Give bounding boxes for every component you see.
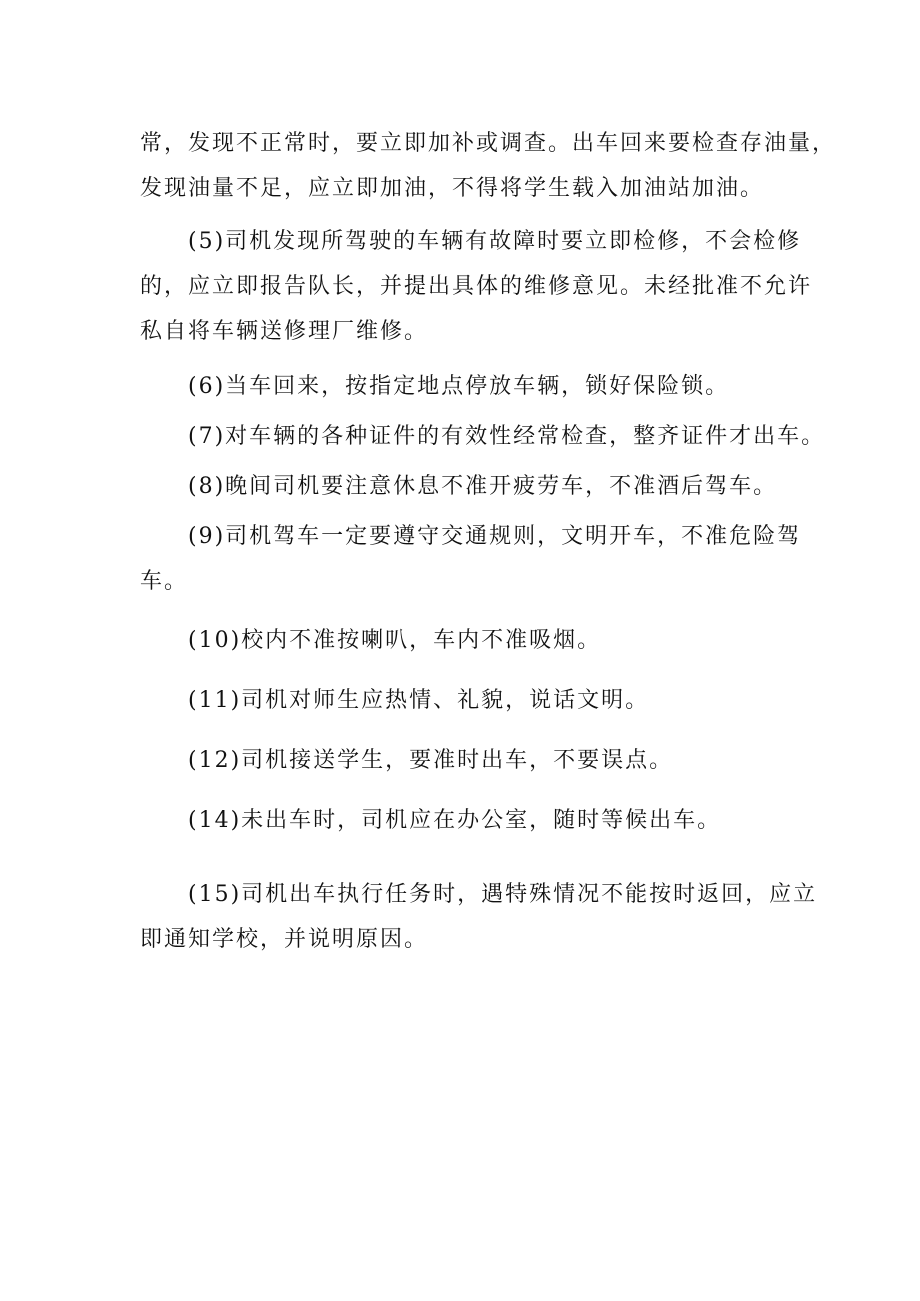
text-line: (8)晚间司机要注意休息不准开疲劳车，不准酒后驾车。 xyxy=(188,474,778,499)
paragraph-item-10 xyxy=(140,618,788,663)
paragraph-item-8 xyxy=(140,464,788,509)
text-line: 常，发现不正常时，要立即加补或调查。出车回来要检查存油量， xyxy=(140,131,837,156)
text-line: (5)司机发现所驾驶的车辆有故障时要立即检修，不会检修 xyxy=(188,229,802,254)
paragraph-item-7 xyxy=(140,414,826,459)
text-line: (14)未出车时，司机应在办公室，随时等候出车。 xyxy=(188,808,722,833)
paragraph-item-15 xyxy=(140,872,818,962)
text-line: 发现油量不足，应立即加油，不得将学生载入加油站加油。 xyxy=(140,176,765,201)
text-line: (6)当车回来，按指定地点停放车辆，锁好保险锁。 xyxy=(188,374,730,399)
text-line: 车。 xyxy=(140,569,189,594)
paragraph-continuation xyxy=(140,121,837,211)
paragraph-item-9 xyxy=(140,514,802,604)
text-line: (12)司机接送学生，要准时出车，不要误点。 xyxy=(188,748,674,773)
paragraph-item-14 xyxy=(140,798,788,843)
text-line: (11)司机对师生应热情、礼貌，说话文明。 xyxy=(188,688,650,713)
text-line: 的，应立即报告队长，并提出具体的维修意见。未经批准不允许 xyxy=(140,274,813,299)
paragraph-item-5 xyxy=(140,219,813,354)
paragraph-item-12 xyxy=(140,738,788,783)
text-line: (7)对车辆的各种证件的有效性经常检查，整齐证件才出车。 xyxy=(188,424,826,449)
text-line: (15)司机出车执行任务时，遇特殊情况不能按时返回，应立 xyxy=(188,882,818,907)
text-line: (9)司机驾车一定要遵守交通规则，文明开车，不准危险驾 xyxy=(188,524,802,549)
paragraph-item-11 xyxy=(140,678,788,723)
text-line: 即通知学校，并说明原因。 xyxy=(140,927,429,952)
text-line: 私自将车辆送修理厂维修。 xyxy=(140,319,429,344)
text-line: (10)校内不准按喇叭，车内不准吸烟。 xyxy=(188,628,602,653)
paragraph-item-6 xyxy=(140,364,788,409)
